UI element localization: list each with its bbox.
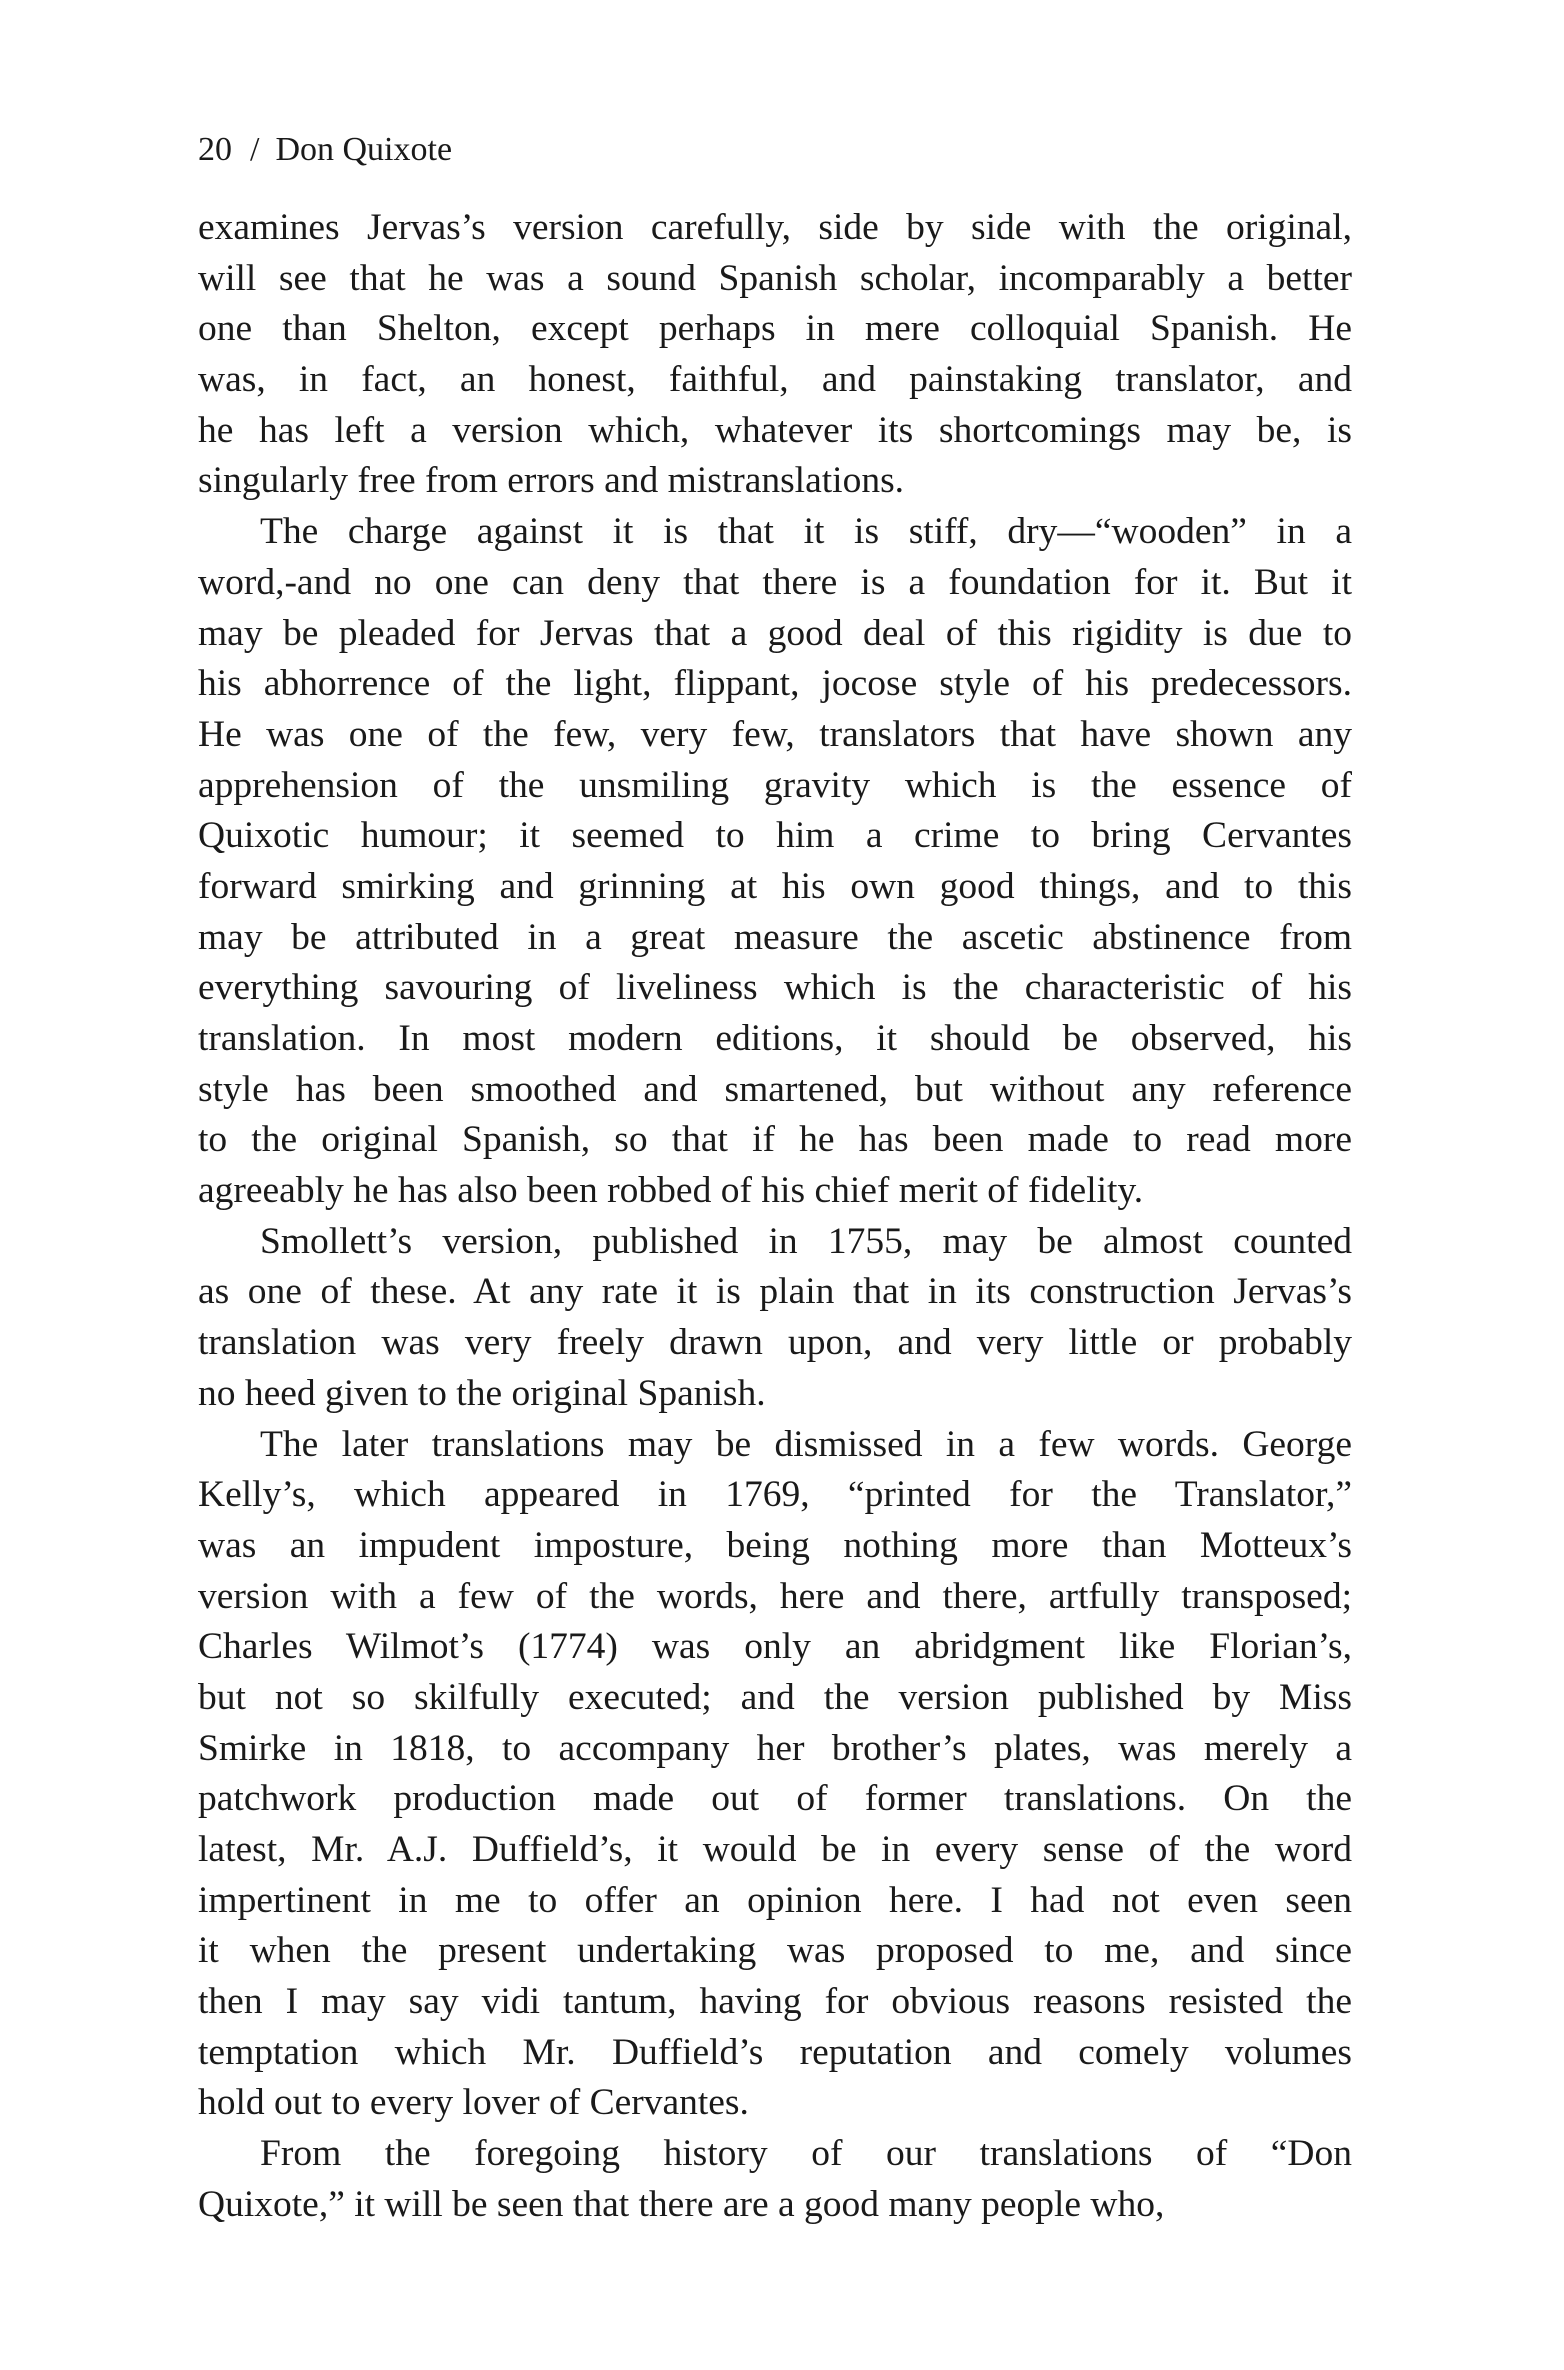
text-line: He was one of the few, very few, translators that have shown any	[198, 713, 1352, 755]
text-line: patchwork production made out of former translations. On the	[198, 1778, 1352, 1820]
text-line: Charles Wilmot’s (1774) was only an abridgment like Florian’s,	[198, 1626, 1352, 1668]
text-line: word,-and no one can deny that there is a foundation for it. But it	[198, 561, 1352, 603]
running-head	[198, 130, 452, 170]
body-text	[198, 203, 1352, 2231]
text-line: agreeably he has also been robbed of his chief merit of fidelity.	[198, 1170, 1144, 1212]
text-line: no heed given to the original Spanish.	[198, 1372, 766, 1414]
text-line: impertinent in me to offer an opinion here. I had not even seen	[198, 1879, 1352, 1921]
text-line: The later translations may be dismissed in a few words. George	[260, 1423, 1352, 1465]
text-line: apprehension of the unsmiling gravity which is the essence of	[198, 764, 1352, 806]
text-line: style has been smoothed and smartened, but without any reference	[198, 1068, 1352, 1110]
text-line: Quixote,” it will be seen that there are a good many people who,	[198, 2183, 1165, 2225]
text-line: his abhorrence of the light, flippant, jocose style of his predecessors.	[198, 663, 1352, 705]
paragraph	[198, 507, 1352, 1217]
page-number: 20	[198, 131, 232, 168]
book-page	[198, 0, 1352, 2370]
book-title: Don Quixote	[275, 131, 453, 168]
text-line: one than Shelton, except perhaps in mere colloquial Spanish. He	[198, 308, 1352, 350]
text-line: was, in fact, an honest, faithful, and painstaking translator, and	[198, 359, 1352, 401]
paragraph	[198, 203, 1352, 507]
paragraph	[198, 1217, 1352, 1420]
text-line: examines Jervas’s version carefully, side by side with the original,	[198, 207, 1352, 248]
text-line: The charge against it is that it is stiff, dry—“wooden” in a	[260, 511, 1352, 553]
text-line: to the original Spanish, so that if he has been made to read more	[198, 1119, 1352, 1161]
text-line: version with a few of the words, here and there, artfully transposed;	[198, 1575, 1352, 1617]
paragraph	[198, 2129, 1352, 2230]
text-line: but not so skilfully executed; and the version published by Miss	[198, 1676, 1352, 1718]
text-line: latest, Mr. A.J. Duffield’s, it would be in every sense of the word	[198, 1829, 1352, 1870]
running-head-separator: /	[250, 131, 260, 168]
text-line: was an impudent imposture, being nothing more than Motteux’s	[198, 1524, 1352, 1566]
text-line: Smirke in 1818, to accompany her brother’s plates, was merely a	[198, 1727, 1352, 1769]
text-line: everything savouring of liveliness which is the characteristic of his	[198, 967, 1352, 1009]
text-line: may be pleaded for Jervas that a good deal of this rigidity is due to	[198, 612, 1352, 654]
text-line: hold out to every lover of Cervantes.	[198, 2082, 749, 2124]
text-line: translation was very freely drawn upon, and very little or probably	[198, 1322, 1352, 1364]
text-line: translation. In most modern editions, it should be observed, his	[198, 1018, 1352, 1059]
text-line: Quixotic humour; it seemed to him a crime to bring Cervantes	[198, 815, 1352, 857]
paragraph	[198, 1420, 1352, 2130]
text-line: it when the present undertaking was proposed to me, and since	[198, 1930, 1352, 1972]
text-line: then I may say vidi tantum, having for obvious reasons resisted the	[198, 1981, 1352, 2023]
text-line: as one of these. At any rate it is plain that in its construction Jervas’s	[198, 1271, 1352, 1313]
text-line: From the foregoing history of our translations of “Don	[260, 2133, 1352, 2175]
text-line: may be attributed in a great measure the ascetic abstinence from	[198, 916, 1352, 958]
text-line: temptation which Mr. Duffield’s reputation and comely volumes	[198, 2031, 1352, 2073]
text-line: will see that he was a sound Spanish scholar, incomparably a better	[198, 257, 1352, 299]
text-line: singularly free from errors and mistranslations.	[198, 460, 905, 502]
text-line: Kelly’s, which appeared in 1769, “printed for the Translator,”	[198, 1474, 1352, 1516]
text-line: forward smirking and grinning at his own good things, and to this	[198, 865, 1352, 907]
text-line: Smollett’s version, published in 1755, may be almost counted	[260, 1220, 1352, 1262]
text-line: he has left a version which, whatever its shortcomings may be, is	[198, 409, 1352, 451]
